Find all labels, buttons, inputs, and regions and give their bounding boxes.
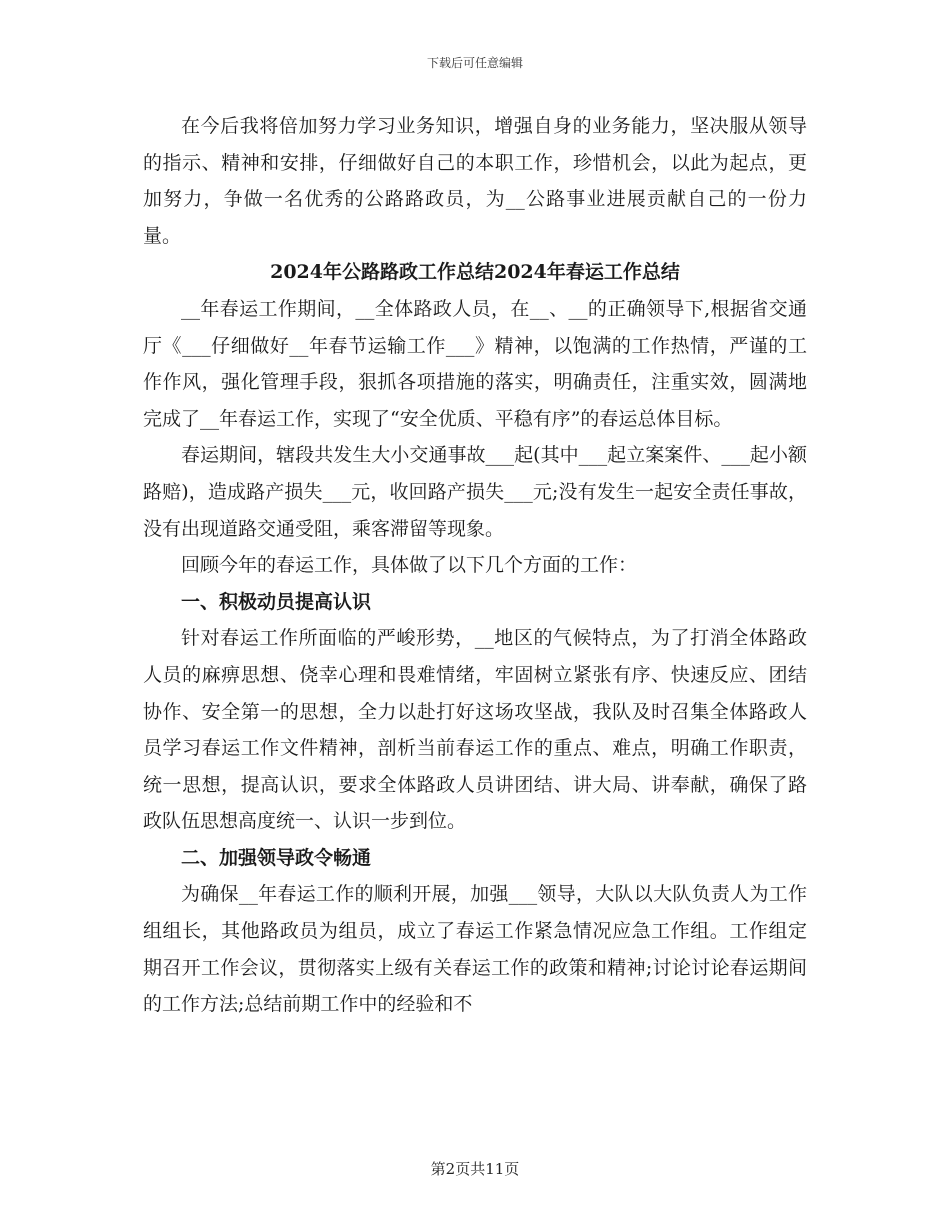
paragraph-2: __年春运工作期间，__全体路政人员，在__、__的正确领导下,根据省交通厅《___仔细做好__年春节运输工作___》精神，以饱满的工作热情，严谨的工作作风，强化管理手段，狠抓各项措施的落实，明确责任，注重实效，圆满地完成了__年春运工作，实现了“安全优质、平稳有序”的春运总体目标。 — [143, 297, 807, 430]
paragraph-3: 春运期间，辖段共发生大小交通事故___起(其中___起立案案件、___起小额路赔)，造成路产损失___元，收回路产损失___元;没有发生一起安全责任事故，没有出现道路交通受阻，乘客滞留等现象。 — [143, 444, 807, 540]
header-note: 下载后可任意编辑 — [426, 56, 523, 70]
paragraph-1: 在今后我将倍加努力学习业务知识，增强自身的业务能力，坚决服从领导的指示、精神和安排，仔细做好自己的本职工作，珍惜机会，以此为起点，更加努力，争做一名优秀的公路路政员，为__公路事业进展贡献自己的一份力量。 — [143, 115, 807, 247]
paragraph-6: 为确保__年春运工作的顺利开展，加强___领导，大队以大队负责人为工作组组长，其他路政员为组员，成立了春运工作紧急情况应急工作组。工作组定期召开工作会议，贯彻落实上级有关春运工作的政策和精神;讨论讨论春运期间的工作方法;总结前期工作中的经验和不 — [143, 883, 807, 1016]
page-number: 第2页共11页 — [430, 1160, 520, 1178]
document-body — [143, 108, 807, 1023]
paragraph-5: 针对春运工作所面临的严峻形势，__地区的气候特点，为了打消全体路政人员的麻痹思想、侥幸心理和畏难情绪，牢固树立紧张有序、快速反应、团结协作、安全第一的思想，全力以赴打好这场攻坚战，我队及时召集全体路政人员学习春运工作文件精神，剖析当前春运工作的重点、难点，明确工作职责，统一思想，提高认识，要求全体路政人员讲团结、讲大局、讲奉献，确保了路政队伍思想高度统一、认识一步到位。 — [143, 627, 807, 833]
section-heading-2: 二、加强领导政令畅通 — [181, 846, 372, 869]
section-heading-1: 一、积极动员提高认识 — [181, 590, 372, 613]
document-title: 2024年公路路政工作总结2024年春运工作总结 — [270, 261, 680, 284]
paragraph-4: 回顾今年的春运工作，具体做了以下几个方面的工作： — [181, 554, 638, 577]
